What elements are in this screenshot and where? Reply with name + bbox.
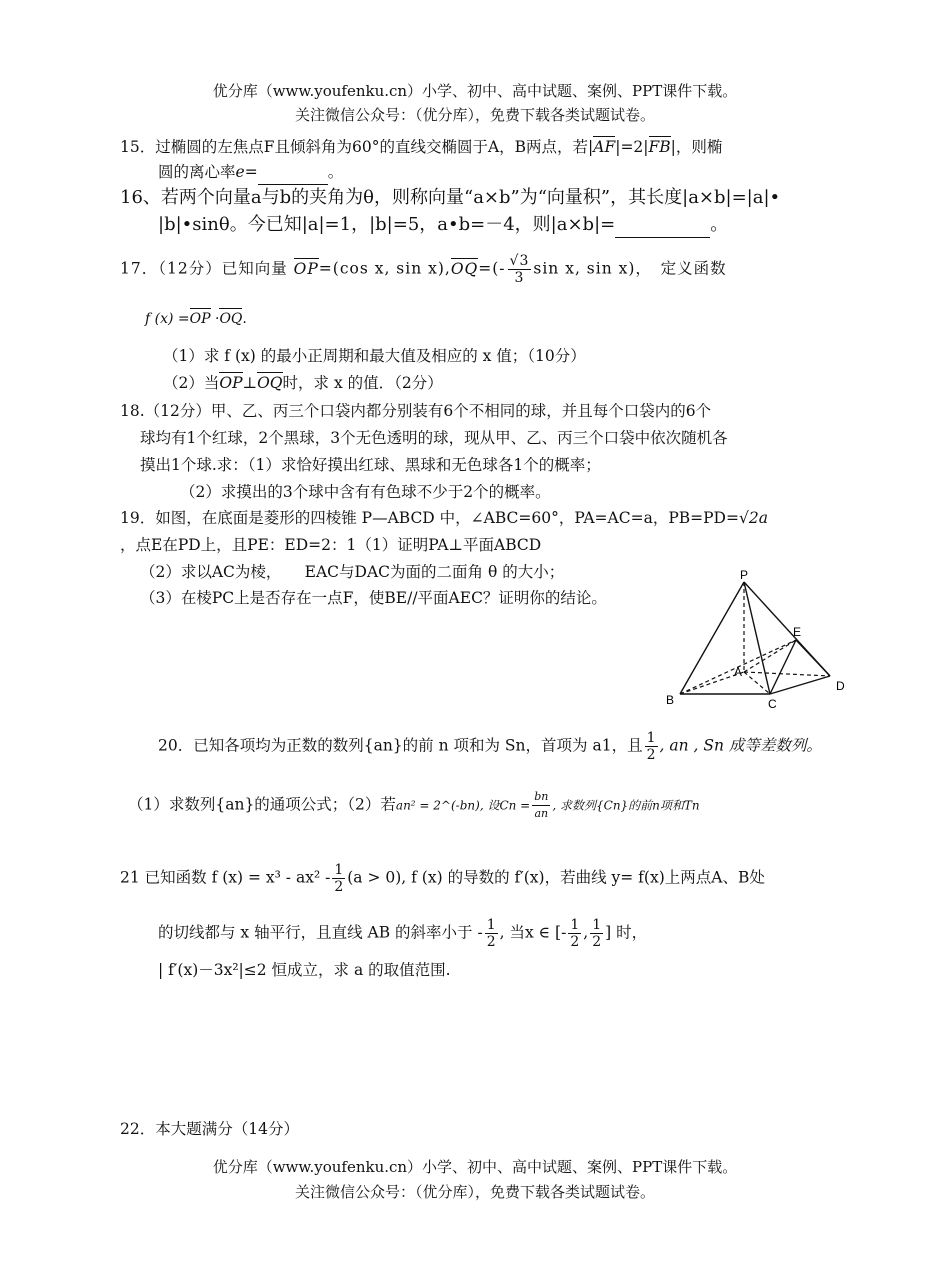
question-17-part-1: （1）求 f (x) 的最小正周期和最大值及相应的 x 值；（10分） <box>163 347 586 365</box>
question-15-line-2: 圆的离心率e= 。 <box>158 160 343 185</box>
pyramid-figure <box>660 568 860 713</box>
question-21-line-2: 的切线都与 x 轴平行，且直线 AB 的斜率小于 - $\frac{1}{2}$ , 当x ∈ [- $\frac{1}{2}$ , $\frac{1}{2}$ ] 时， <box>158 917 648 950</box>
label-e: E <box>793 625 802 639</box>
question-17-line-1: 17．（12分）已知向量 OP=(cos x, sin x),OQ=(- $\frac{√3}{3}$ sin x, sin x)， 定义函数 <box>120 253 727 286</box>
footer-line-2: 关注微信公众号：（优分库），免费下载各类试题试卷。 <box>294 1183 655 1201</box>
fraction-bn-over-an: $\frac{bn}{an}$ <box>534 790 549 820</box>
question-22: 22．本大题满分（14分） <box>120 1120 299 1138</box>
fraction-one-half: $\frac{1}{2}$ <box>646 730 656 763</box>
question-18-line-4: （2）求摸出的3个球中含有有色球不少于2个的概率。 <box>180 483 551 501</box>
label-c: C <box>768 697 777 711</box>
vector-fb: FB <box>648 138 671 156</box>
question-16-line-1: 16、若两个向量a与b的夹角为θ，则称向量“a×b”为“向量积”，其长度|a×b|=|a|• <box>120 187 781 208</box>
question-20-line-2: （1）求数列{an}的通项公式；（2）若an² = 2^(-bn), 设Cn = $\frac{bn}{an}$ , 求数列{Cn}的前n项和Tn <box>128 790 700 820</box>
question-19-line-3: （2）求以AC为棱， EAC与DAC为面的二面角 θ 的大小； <box>140 563 565 581</box>
header-line-2: 关注微信公众号：（优分库），免费下载各类试题试卷。 <box>294 106 655 124</box>
question-21-line-1: 21 已知函数 f (x) = x³ - ax² - $\frac{1}{2}$ (a > 0), f (x) 的导数的 f′(x)，若曲线 y= f(x)上两点A、B处 <box>120 862 765 895</box>
question-17-function-def: f (x) =OP ·OQ. <box>145 307 247 331</box>
question-20-line-1: 20．已知各项均为正数的数列{an}的前 n 项和为 Sn，首项为 a1，且 $\frac{1}{2}$ , an , Sn 成等差数列。 <box>158 730 822 763</box>
question-17-part-2: （2）当OP⊥OQ时，求 x 的值．（2分） <box>163 374 443 392</box>
label-b: B <box>666 693 675 707</box>
question-19-line-2: ，点E在PD上，且PE：ED=2：1（1）证明PA⊥平面ABCD <box>120 536 542 554</box>
header-line-1: 优分库（www.youfenku.cn）小学、初中、高中试题、案例、PPT课件下载。 <box>212 82 738 100</box>
label-p: P <box>740 568 749 582</box>
question-18-line-3: 摸出1个球.求：（1）求恰好摸出红球、黑球和无色球各1个的概率； <box>140 456 601 474</box>
question-16-line-2: |b|•sinθ。今已知|a|=1，|b|=5，a•b=－4，则|a×b|= 。 <box>158 213 728 238</box>
question-19-line-4: （3）在棱PC上是否存在一点F，使BE//平面AEC？证明你的结论。 <box>140 589 607 607</box>
vector-af: AF <box>593 138 616 156</box>
question-18-line-2: 球均有1个红球，2个黑球，3个无色透明的球，现从甲、乙、丙三个口袋中依次随机各 <box>140 429 728 447</box>
fraction-one-half: $\frac{1}{2}$ <box>334 862 344 895</box>
question-19-line-1: 19．如图，在底面是菱形的四棱锥 P—ABCD 中，∠ABC=60°，PA=AC=a，PB=PD=√2a <box>120 509 768 527</box>
fraction-sqrt3-over-3: $\frac{√3}{3}$ <box>509 253 530 286</box>
label-a: A <box>734 665 743 679</box>
question-21-line-3: | f′(x)－3x²|≤2 恒成立，求 a 的取值范围. <box>158 961 451 979</box>
answer-blank <box>258 160 328 185</box>
label-d: D <box>836 679 845 693</box>
question-18-line-1: 18.（12分）甲、乙、丙三个口袋内都分别装有6个不相同的球，并且每个口袋内的6个 <box>120 402 712 420</box>
footer-line-1: 优分库（www.youfenku.cn）小学、初中、高中试题、案例、PPT课件下载。 <box>212 1158 738 1176</box>
question-15-line-1: 15．过椭圆的左焦点F且倾斜角为60°的直线交椭圆于A，B两点，若|AF|=2|FB|，则椭 <box>120 138 723 156</box>
answer-blank <box>615 213 710 238</box>
